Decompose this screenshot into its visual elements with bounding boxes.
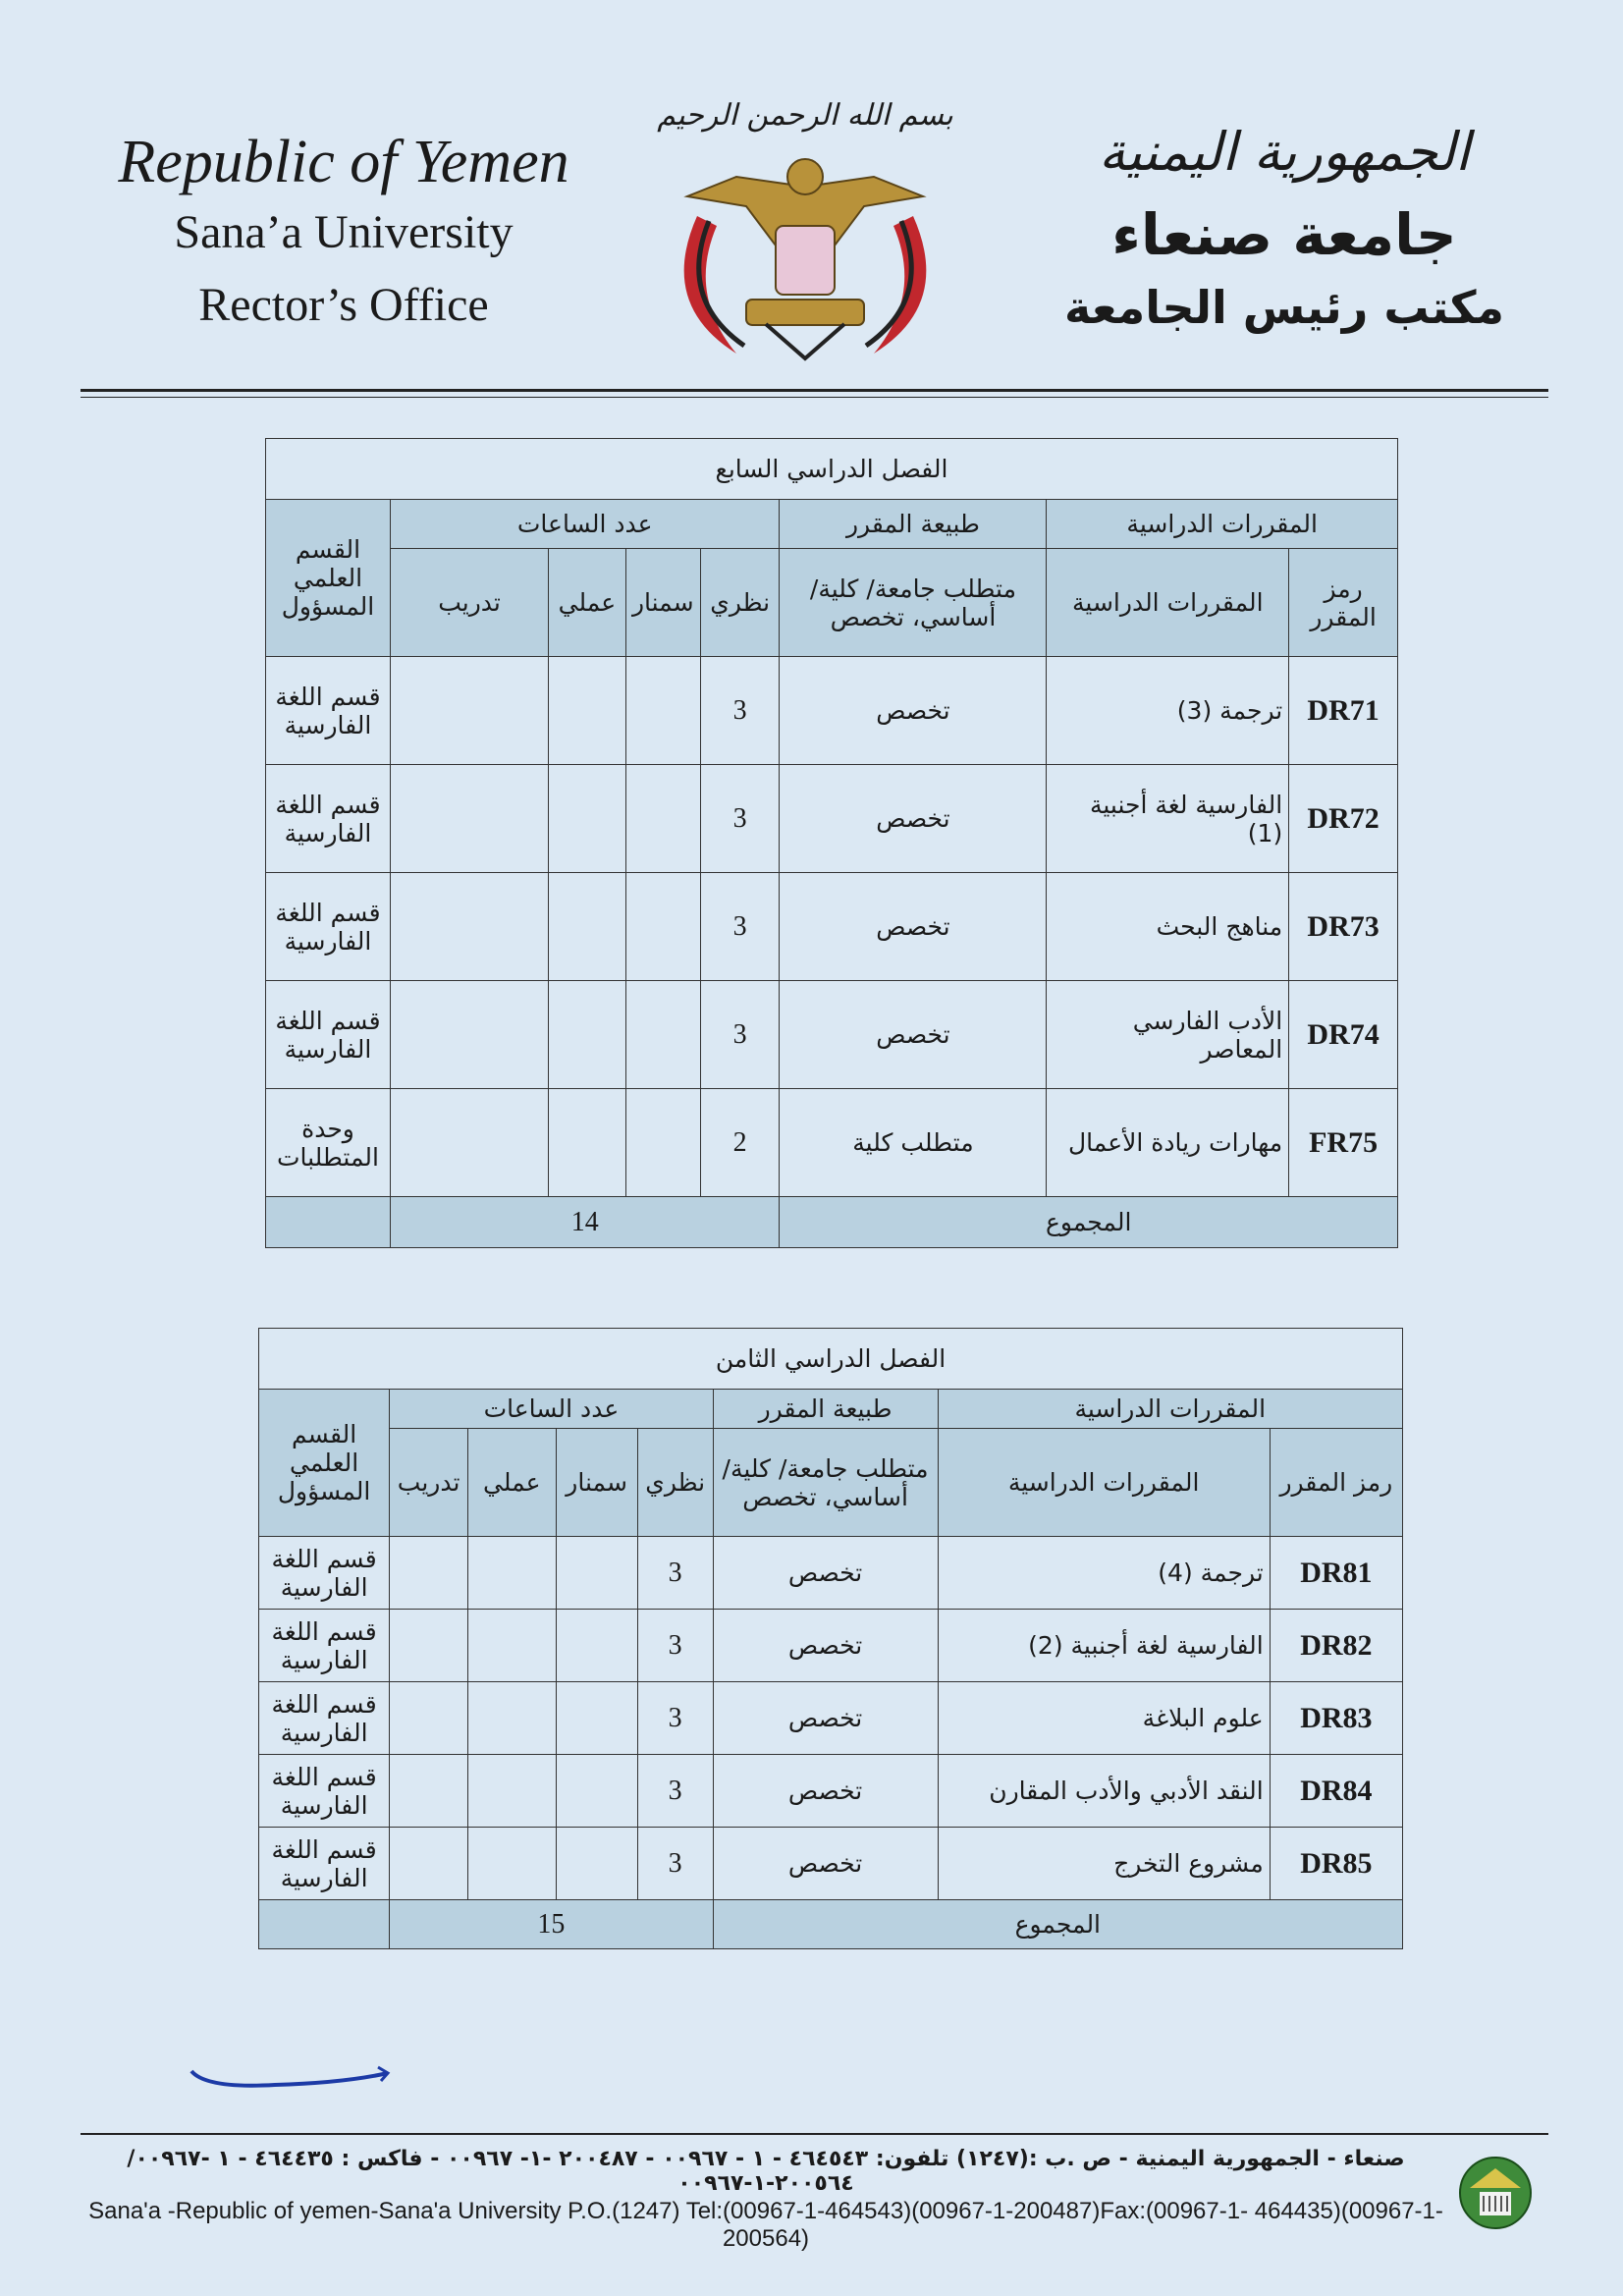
theory-hours: 3 (700, 981, 780, 1089)
footer-address-ar: صنعاء - الجمهورية اليمنية - ص .ب :(١٢٤٧) تلفون: ٤٦٤٥٤٣ - ١ - ٠٠٩٦٧ - ٢٠٠٤٨٧ -١- ٠٠٩٦٧ - فاكس : ٤٦٤٤٣٥ - ١ -٠٠٩٦٧/ ٢٠٠٥٦٤-١-٠٠٩٦٧ (127, 2147, 1405, 2196)
semester-title: الفصل الدراسي السابع (266, 439, 1398, 500)
total-row (259, 1900, 1403, 1949)
course-code: DR83 (1270, 1682, 1402, 1755)
country-name-ar: الجمهورية اليمنية (1098, 121, 1471, 183)
training-hours (390, 1682, 468, 1755)
practical-hours (549, 657, 626, 765)
header-requirement: متطلب جامعة/ كلية/ أساسي، تخصص (780, 549, 1047, 657)
semester-7-table (265, 438, 1398, 1248)
seminar-hours (625, 873, 700, 981)
total-hours: 15 (390, 1900, 713, 1949)
theory-hours: 3 (637, 1537, 713, 1610)
seminar-hours (625, 657, 700, 765)
office-name-en: Rector’s Office (198, 279, 489, 331)
training-hours (390, 1537, 468, 1610)
header-dept: القسم العلمي المسؤول (259, 1390, 390, 1537)
theory-hours: 3 (700, 873, 780, 981)
university-name-ar: جامعة صنعاء (1111, 201, 1457, 268)
course-code: DR85 (1270, 1828, 1402, 1900)
header-code: رمز المقرر (1270, 1429, 1402, 1537)
table-row (259, 1610, 1403, 1682)
header-practical: عملي (549, 549, 626, 657)
course-requirement: تخصص (780, 981, 1047, 1089)
practical-hours (468, 1610, 556, 1682)
seminar-hours (625, 1089, 700, 1197)
header-course-name: المقررات الدراسية (1047, 549, 1289, 657)
course-name: النقد الأدبي والأدب المقارن (938, 1755, 1270, 1828)
total-empty (266, 1197, 391, 1248)
signature-stroke (187, 2057, 393, 2097)
seminar-hours (625, 765, 700, 873)
course-name: الأدب الفارسي المعاصر (1047, 981, 1289, 1089)
total-label: المجموع (780, 1197, 1398, 1248)
total-row (266, 1197, 1398, 1248)
course-requirement: تخصص (713, 1828, 938, 1900)
practical-hours (468, 1537, 556, 1610)
basmala: بسم الله الرحمن الرحيم (657, 98, 953, 133)
course-name: علوم البلاغة (938, 1682, 1270, 1755)
training-hours (390, 1828, 468, 1900)
course-requirement: تخصص (780, 765, 1047, 873)
course-requirement: تخصص (780, 873, 1047, 981)
course-name: مهارات ريادة الأعمال (1047, 1089, 1289, 1197)
responsible-dept: وحدة المتطلبات (266, 1089, 391, 1197)
seminar-hours (556, 1755, 637, 1828)
university-name-en: Sana’a University (174, 206, 514, 258)
office-name-ar: مكتب رئيس الجامعة (1063, 281, 1505, 334)
header-hours: عدد الساعات (390, 500, 779, 549)
training-hours (390, 1610, 468, 1682)
training-hours (390, 1755, 468, 1828)
header-requirement: متطلب جامعة/ كلية/ أساسي، تخصص (713, 1429, 938, 1537)
header-hours: عدد الساعات (390, 1390, 713, 1429)
training-hours (390, 657, 548, 765)
header-courses: المقررات الدراسية (1047, 500, 1398, 549)
header-theory: نظري (700, 549, 780, 657)
footer-address-en: Sana'a -Republic of yemen-Sana'a University P.O.(1247) Tel:(00967-1-464543)(00967-1-200487)Fax:(00967-1- 464435)(00967-1-200564) (88, 2198, 1443, 2252)
practical-hours (468, 1755, 556, 1828)
course-code: FR75 (1289, 1089, 1398, 1197)
course-code: DR84 (1270, 1755, 1402, 1828)
semester-8-table (258, 1328, 1403, 1949)
country-name-en: Republic of Yemen (118, 129, 569, 195)
responsible-dept: قسم اللغة الفارسية (259, 1537, 390, 1610)
course-name: ترجمة (4) (938, 1537, 1270, 1610)
table-row (266, 765, 1398, 873)
sanaa-university-logo-icon (1456, 2149, 1535, 2237)
practical-hours (549, 1089, 626, 1197)
theory-hours: 2 (700, 1089, 780, 1197)
total-hours: 14 (390, 1197, 779, 1248)
practical-hours (468, 1828, 556, 1900)
header-seminar: سمنار (625, 549, 700, 657)
header-theory: نظري (637, 1429, 713, 1537)
table-row (266, 981, 1398, 1089)
course-name: ترجمة (3) (1047, 657, 1289, 765)
header-training: تدريب (390, 549, 548, 657)
theory-hours: 3 (637, 1828, 713, 1900)
course-requirement: تخصص (780, 657, 1047, 765)
seminar-hours (625, 981, 700, 1089)
course-requirement: تخصص (713, 1755, 938, 1828)
theory-hours: 3 (700, 657, 780, 765)
total-empty (259, 1900, 390, 1949)
responsible-dept: قسم اللغة الفارسية (266, 981, 391, 1089)
theory-hours: 3 (700, 765, 780, 873)
practical-hours (549, 981, 626, 1089)
course-name: الفارسية لغة أجنبية (1) (1047, 765, 1289, 873)
table-row (259, 1755, 1403, 1828)
header-nature: طبيعة المقرر (780, 500, 1047, 549)
seminar-hours (556, 1610, 637, 1682)
training-hours (390, 765, 548, 873)
table-row (259, 1682, 1403, 1755)
course-name: مشروع التخرج (938, 1828, 1270, 1900)
header-dept: القسم العلمي المسؤول (266, 500, 391, 657)
responsible-dept: قسم اللغة الفارسية (266, 873, 391, 981)
practical-hours (549, 873, 626, 981)
course-code: DR71 (1289, 657, 1398, 765)
theory-hours: 3 (637, 1610, 713, 1682)
course-code: DR81 (1270, 1537, 1402, 1610)
header-course-name: المقررات الدراسية (938, 1429, 1270, 1537)
table-row (259, 1828, 1403, 1900)
course-requirement: تخصص (713, 1682, 938, 1755)
total-label: المجموع (713, 1900, 1402, 1949)
theory-hours: 3 (637, 1682, 713, 1755)
yemen-eagle-emblem-icon (628, 98, 982, 383)
course-name: مناهج البحث (1047, 873, 1289, 981)
header-practical: عملي (468, 1429, 556, 1537)
responsible-dept: قسم اللغة الفارسية (259, 1610, 390, 1682)
header-seminar: سمنار (556, 1429, 637, 1537)
course-code: DR72 (1289, 765, 1398, 873)
header-rule (81, 389, 1548, 392)
responsible-dept: قسم اللغة الفارسية (266, 765, 391, 873)
course-name: الفارسية لغة أجنبية (2) (938, 1610, 1270, 1682)
responsible-dept: قسم اللغة الفارسية (259, 1755, 390, 1828)
training-hours (390, 981, 548, 1089)
table-row (266, 1089, 1398, 1197)
course-code: DR73 (1289, 873, 1398, 981)
header-courses: المقررات الدراسية (938, 1390, 1402, 1429)
header-nature: طبيعة المقرر (713, 1390, 938, 1429)
arabic-letterhead (1054, 108, 1515, 342)
table-row (259, 1537, 1403, 1610)
course-requirement: تخصص (713, 1610, 938, 1682)
seminar-hours (556, 1828, 637, 1900)
course-code: DR82 (1270, 1610, 1402, 1682)
training-hours (390, 873, 548, 981)
responsible-dept: قسم اللغة الفارسية (259, 1682, 390, 1755)
semester-title: الفصل الدراسي الثامن (259, 1329, 1403, 1390)
course-code: DR74 (1289, 981, 1398, 1089)
responsible-dept: قسم اللغة الفارسية (259, 1828, 390, 1900)
course-requirement: تخصص (713, 1537, 938, 1610)
seminar-hours (556, 1682, 637, 1755)
practical-hours (549, 765, 626, 873)
practical-hours (468, 1682, 556, 1755)
english-letterhead (88, 128, 599, 342)
table-row (266, 657, 1398, 765)
course-requirement: متطلب كلية (780, 1089, 1047, 1197)
header-code: رمز المقرر (1289, 549, 1398, 657)
theory-hours: 3 (637, 1755, 713, 1828)
seminar-hours (556, 1537, 637, 1610)
table-row (266, 873, 1398, 981)
footer-rule (81, 2133, 1548, 2135)
header-training: تدريب (390, 1429, 468, 1537)
header-rule-thin (81, 397, 1548, 398)
responsible-dept: قسم اللغة الفارسية (266, 657, 391, 765)
training-hours (390, 1089, 548, 1197)
